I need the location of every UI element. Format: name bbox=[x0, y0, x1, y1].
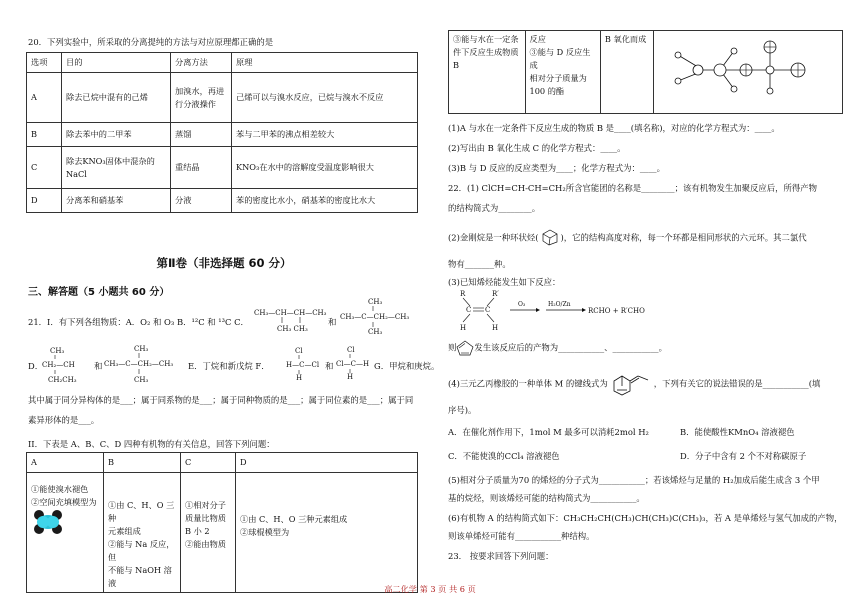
table-cell: B bbox=[27, 123, 62, 147]
q21-line4: 素异形体的是___。 bbox=[28, 415, 100, 425]
cell-line: ②能与 Na 反应，但 bbox=[108, 539, 175, 562]
q22-line6 bbox=[448, 340, 667, 356]
table-cell: 除去KNO₃固体中混杂的NaCl bbox=[62, 147, 171, 189]
q21-line3: 其中属于同分异构体的是___；属于同系物的是___；属于同种物质的是___；属于同位素的是___；属于同 bbox=[28, 395, 414, 405]
q20-header-principle: 原理 bbox=[232, 53, 418, 73]
table-cell: 苯的密度比水小，硝基苯的密度比水大 bbox=[232, 189, 418, 213]
q22-option-b: B．能使酸性KMnO₄ 溶液褪色 bbox=[680, 427, 795, 437]
q21-header-d: D bbox=[236, 453, 418, 473]
cell-line: 不能与 NaOH 溶液 bbox=[108, 565, 172, 588]
cell-line: 元素组成 bbox=[108, 526, 141, 536]
q21-header-c: C bbox=[181, 453, 236, 473]
q22-line7 bbox=[448, 371, 820, 397]
q22-option-a: A．在催化剂作用下，1mol M 最多可以消耗2mol H₂ bbox=[448, 427, 649, 437]
table-cell: 加溴水，再进行分液操作 bbox=[171, 73, 232, 123]
svg-text:CH₃: CH₃ bbox=[368, 298, 383, 306]
table-cell: D bbox=[27, 189, 62, 213]
monomer-m-structure-icon bbox=[608, 371, 654, 397]
page-footer: 高二化学 第 3 页 共 6 页 bbox=[384, 584, 476, 594]
part2-title: 第Ⅱ卷（非选择题 60 分） bbox=[156, 256, 292, 270]
q21-cell-b bbox=[104, 473, 181, 593]
q21-header-a: A bbox=[27, 453, 104, 473]
structure-c1 bbox=[254, 300, 337, 334]
reagent-h2o-zn: H₂O/Zn bbox=[548, 301, 571, 308]
cell-line: 件下反应生成物质 bbox=[453, 47, 519, 57]
q21-sub2: (2)写出由 B 氧化生成 C 的化学方程式：____。 bbox=[448, 143, 626, 153]
table-cell: 除去已烷中混有的己烯 bbox=[62, 73, 171, 123]
q22-line5: (3)已知烯烃能发生如下反应： bbox=[448, 277, 561, 287]
q20-table bbox=[26, 52, 418, 213]
q22-line3-b: )，它的结构高度对称，每一个环都是相同形状的六元环。其二氯代 bbox=[560, 232, 807, 243]
q22-line6-b: 发生该反应后的产物为___________、___________。 bbox=[474, 342, 667, 353]
q21-sub3: (3)B 与 D 反应的反应类型为____；化学方程式为：____。 bbox=[448, 163, 665, 173]
cell-line: 100 的酯 bbox=[529, 86, 565, 96]
q21-info-table bbox=[26, 452, 418, 593]
q22-line8: 序号)。 bbox=[448, 405, 477, 415]
cell-line: ①由 C、H、O 三种 bbox=[108, 500, 175, 523]
q21-line1 bbox=[28, 316, 249, 328]
q21-info-table-continued bbox=[448, 30, 843, 114]
reagent-o3: O₃ bbox=[518, 301, 526, 308]
q21-and3: 和 bbox=[325, 361, 334, 371]
q22-line9: (5)相对分子质量为70 的烯烃的分子式为___________；若该烯烃与足量的 H₂加成后能生成含 3 个甲 bbox=[448, 475, 820, 485]
svg-text:C: C bbox=[466, 306, 472, 314]
q22-line7-a: (4)三元乙丙橡胶的一种单体 M 的键线式为 bbox=[448, 378, 608, 389]
cell-line: 反应 bbox=[529, 34, 546, 44]
svg-text:CH₃: CH₃ bbox=[134, 376, 149, 384]
table-row bbox=[27, 73, 418, 123]
table-cell: A bbox=[27, 73, 62, 123]
cell-line: ①由 C、H、O 三种元素组成 bbox=[240, 514, 348, 524]
cell-line: ②能由物质 bbox=[185, 539, 226, 549]
structure-c2 bbox=[340, 296, 420, 336]
svg-text:R′: R′ bbox=[492, 290, 499, 298]
q20-header-method: 分离方法 bbox=[171, 53, 232, 73]
svg-text:H: H bbox=[296, 374, 303, 382]
cell-line: ①相对分子 bbox=[185, 500, 226, 510]
q22-line7-b: ，下列有关它的说法错误的是___________(填 bbox=[653, 378, 821, 389]
svg-text:H—C—Cl: H—C—Cl bbox=[286, 361, 320, 369]
cell-line: 质量比物质 bbox=[185, 513, 226, 523]
cell-line: ③能与水在一定条 bbox=[453, 34, 519, 44]
cell-line: ①能使溴水褪色 bbox=[31, 484, 89, 494]
reaction-products: RCHO + R′CHO bbox=[588, 307, 645, 315]
q21-cell-d bbox=[236, 473, 418, 593]
svg-text:CH₃: CH₃ bbox=[134, 345, 149, 353]
svg-text:CH₃—C—CH₂—CH₃: CH₃—C—CH₂—CH₃ bbox=[340, 313, 410, 321]
q22-option-c: C．不能使溴的CCl₄ 溶液褪色 bbox=[448, 451, 560, 461]
svg-text:CH₃: CH₃ bbox=[50, 347, 65, 355]
adamantane-structure-icon bbox=[539, 229, 561, 247]
q22-line6-a: 则 bbox=[448, 342, 457, 353]
table-cell: C bbox=[27, 147, 62, 189]
svg-text:H: H bbox=[492, 324, 499, 332]
cell-line: ②球棍模型为 bbox=[240, 527, 290, 537]
cell-line: 相对分子质量为 bbox=[529, 73, 587, 83]
table-cell: 重结晶 bbox=[171, 147, 232, 189]
svg-text:H: H bbox=[347, 373, 354, 381]
q22-option-d: D．分子中含有 2 个不对称碳原子 bbox=[680, 451, 807, 461]
svg-text:H: H bbox=[460, 324, 467, 332]
q20-header-purpose: 目的 bbox=[62, 53, 171, 73]
ball-and-stick-model-image bbox=[658, 33, 838, 107]
q22-line10: 基的烷烃，则该烯烃可能的结构简式为___________。 bbox=[448, 493, 645, 503]
svg-text:CH₃—CH—CH—CH₃: CH₃—CH—CH—CH₃ bbox=[254, 309, 327, 317]
cell-line: ③能与 D 反应生成 bbox=[529, 47, 591, 70]
structure-d2 bbox=[104, 344, 184, 386]
svg-text:Cl—C—H: Cl—C—H bbox=[336, 360, 370, 368]
table-cell: 蒸馏 bbox=[171, 123, 232, 147]
q21-line2-g: G．甲烷和庚烷。 bbox=[374, 361, 440, 371]
cyclopentadiene-structure-icon bbox=[456, 340, 474, 356]
q21-part2: II．下表是 A、B、C、D 四种有机物的有关信息，回答下列问题： bbox=[28, 439, 275, 449]
structure-f2 bbox=[336, 344, 376, 380]
ozonolysis-reaction-scheme bbox=[456, 288, 676, 332]
q21-line1-text: 21．I．有下列各组物质：A．O₂ 和 O₃ B．¹²C 和 ¹³C C． bbox=[28, 317, 249, 327]
table-cell: 己烯可以与溴水反应，已烷与溴水不反应 bbox=[232, 73, 418, 123]
part3-title: 三、解答题（5 小题共 60 分） bbox=[28, 287, 170, 298]
svg-text:CH₃ CH₃: CH₃ CH₃ bbox=[277, 325, 308, 333]
table-row bbox=[27, 147, 418, 189]
svg-text:R: R bbox=[460, 290, 466, 298]
svg-text:CH₃—C—CH₂—CH₃: CH₃—C—CH₂—CH₃ bbox=[104, 360, 174, 368]
q21-cell-c-cont: B 氧化而成 bbox=[600, 31, 653, 114]
table-cell: 分离苯和硝基苯 bbox=[62, 189, 171, 213]
q22-line12: 则该单烯烃可能有___________种结构。 bbox=[448, 531, 595, 541]
q21-cell-a-cont bbox=[449, 31, 526, 114]
cell-line: B 小 2 bbox=[185, 526, 210, 536]
q22-line4: 物有_______种。 bbox=[448, 259, 511, 269]
q22-line3-a: (2)金刚烷是一种环状烃( bbox=[448, 232, 539, 243]
q21-line2-d: D． bbox=[28, 361, 44, 371]
table-cell: 除去苯中的二甲苯 bbox=[62, 123, 171, 147]
q20-header-option: 选项 bbox=[27, 53, 62, 73]
q22-line1: 22．(1) ClCH=CH-CH=CH₂所含官能团的名称是________；该有机物发生加聚反应后，所得产物 bbox=[448, 183, 817, 193]
svg-text:C: C bbox=[485, 306, 491, 314]
q21-cell-d-cont bbox=[654, 31, 843, 114]
table-row bbox=[27, 473, 418, 593]
q21-cell-a bbox=[27, 473, 104, 593]
q20-stem: 20．下列实验中，所采取的分离提纯的方法与对应原理都正确的是 bbox=[28, 37, 274, 47]
table-cell: KNO₃在水中的溶解度受温度影响很大 bbox=[232, 147, 418, 189]
q22-line2: 的结构简式为________。 bbox=[448, 203, 541, 213]
svg-text:Cl: Cl bbox=[347, 346, 355, 354]
q21-and1: 和 bbox=[328, 317, 337, 327]
structure-f1 bbox=[286, 346, 326, 382]
svg-text:Cl: Cl bbox=[295, 347, 303, 355]
q21-line2-e: E．丁烷和新戊烷 F． bbox=[188, 361, 270, 371]
table-cell: 分液 bbox=[171, 189, 232, 213]
svg-text:CH₂CH₃: CH₂CH₃ bbox=[48, 376, 77, 384]
q21-and2: 和 bbox=[94, 361, 103, 371]
q21-cell-b-cont bbox=[525, 31, 600, 114]
q21-sub1: (1)A 与水在一定条件下反应生成的物质 B 是____(填名称)，对应的化学方程式为：____。 bbox=[448, 123, 780, 133]
table-row bbox=[27, 189, 418, 213]
cell-line: ②空间充填模型为 bbox=[31, 497, 97, 507]
svg-text:CH₃: CH₃ bbox=[368, 328, 383, 336]
table-row bbox=[27, 123, 418, 147]
q21-cell-c bbox=[181, 473, 236, 593]
cell-line: B bbox=[453, 60, 460, 70]
space-filling-model-image bbox=[31, 509, 65, 535]
table-cell: 苯与二甲苯的沸点相差较大 bbox=[232, 123, 418, 147]
q22-line11: (6)有机物 A 的结构简式如下：CH₃CH₂CH(CH₃)CH(CH₃)C(CH₃)₃，若 A 是单烯烃与氢气加成的产物， bbox=[448, 513, 843, 523]
q23-line: 23． 按要求回答下列问题： bbox=[448, 551, 554, 561]
q21-header-b: B bbox=[104, 453, 181, 473]
svg-text:CH₂—CH: CH₂—CH bbox=[42, 361, 75, 369]
q22-line3 bbox=[448, 229, 807, 247]
